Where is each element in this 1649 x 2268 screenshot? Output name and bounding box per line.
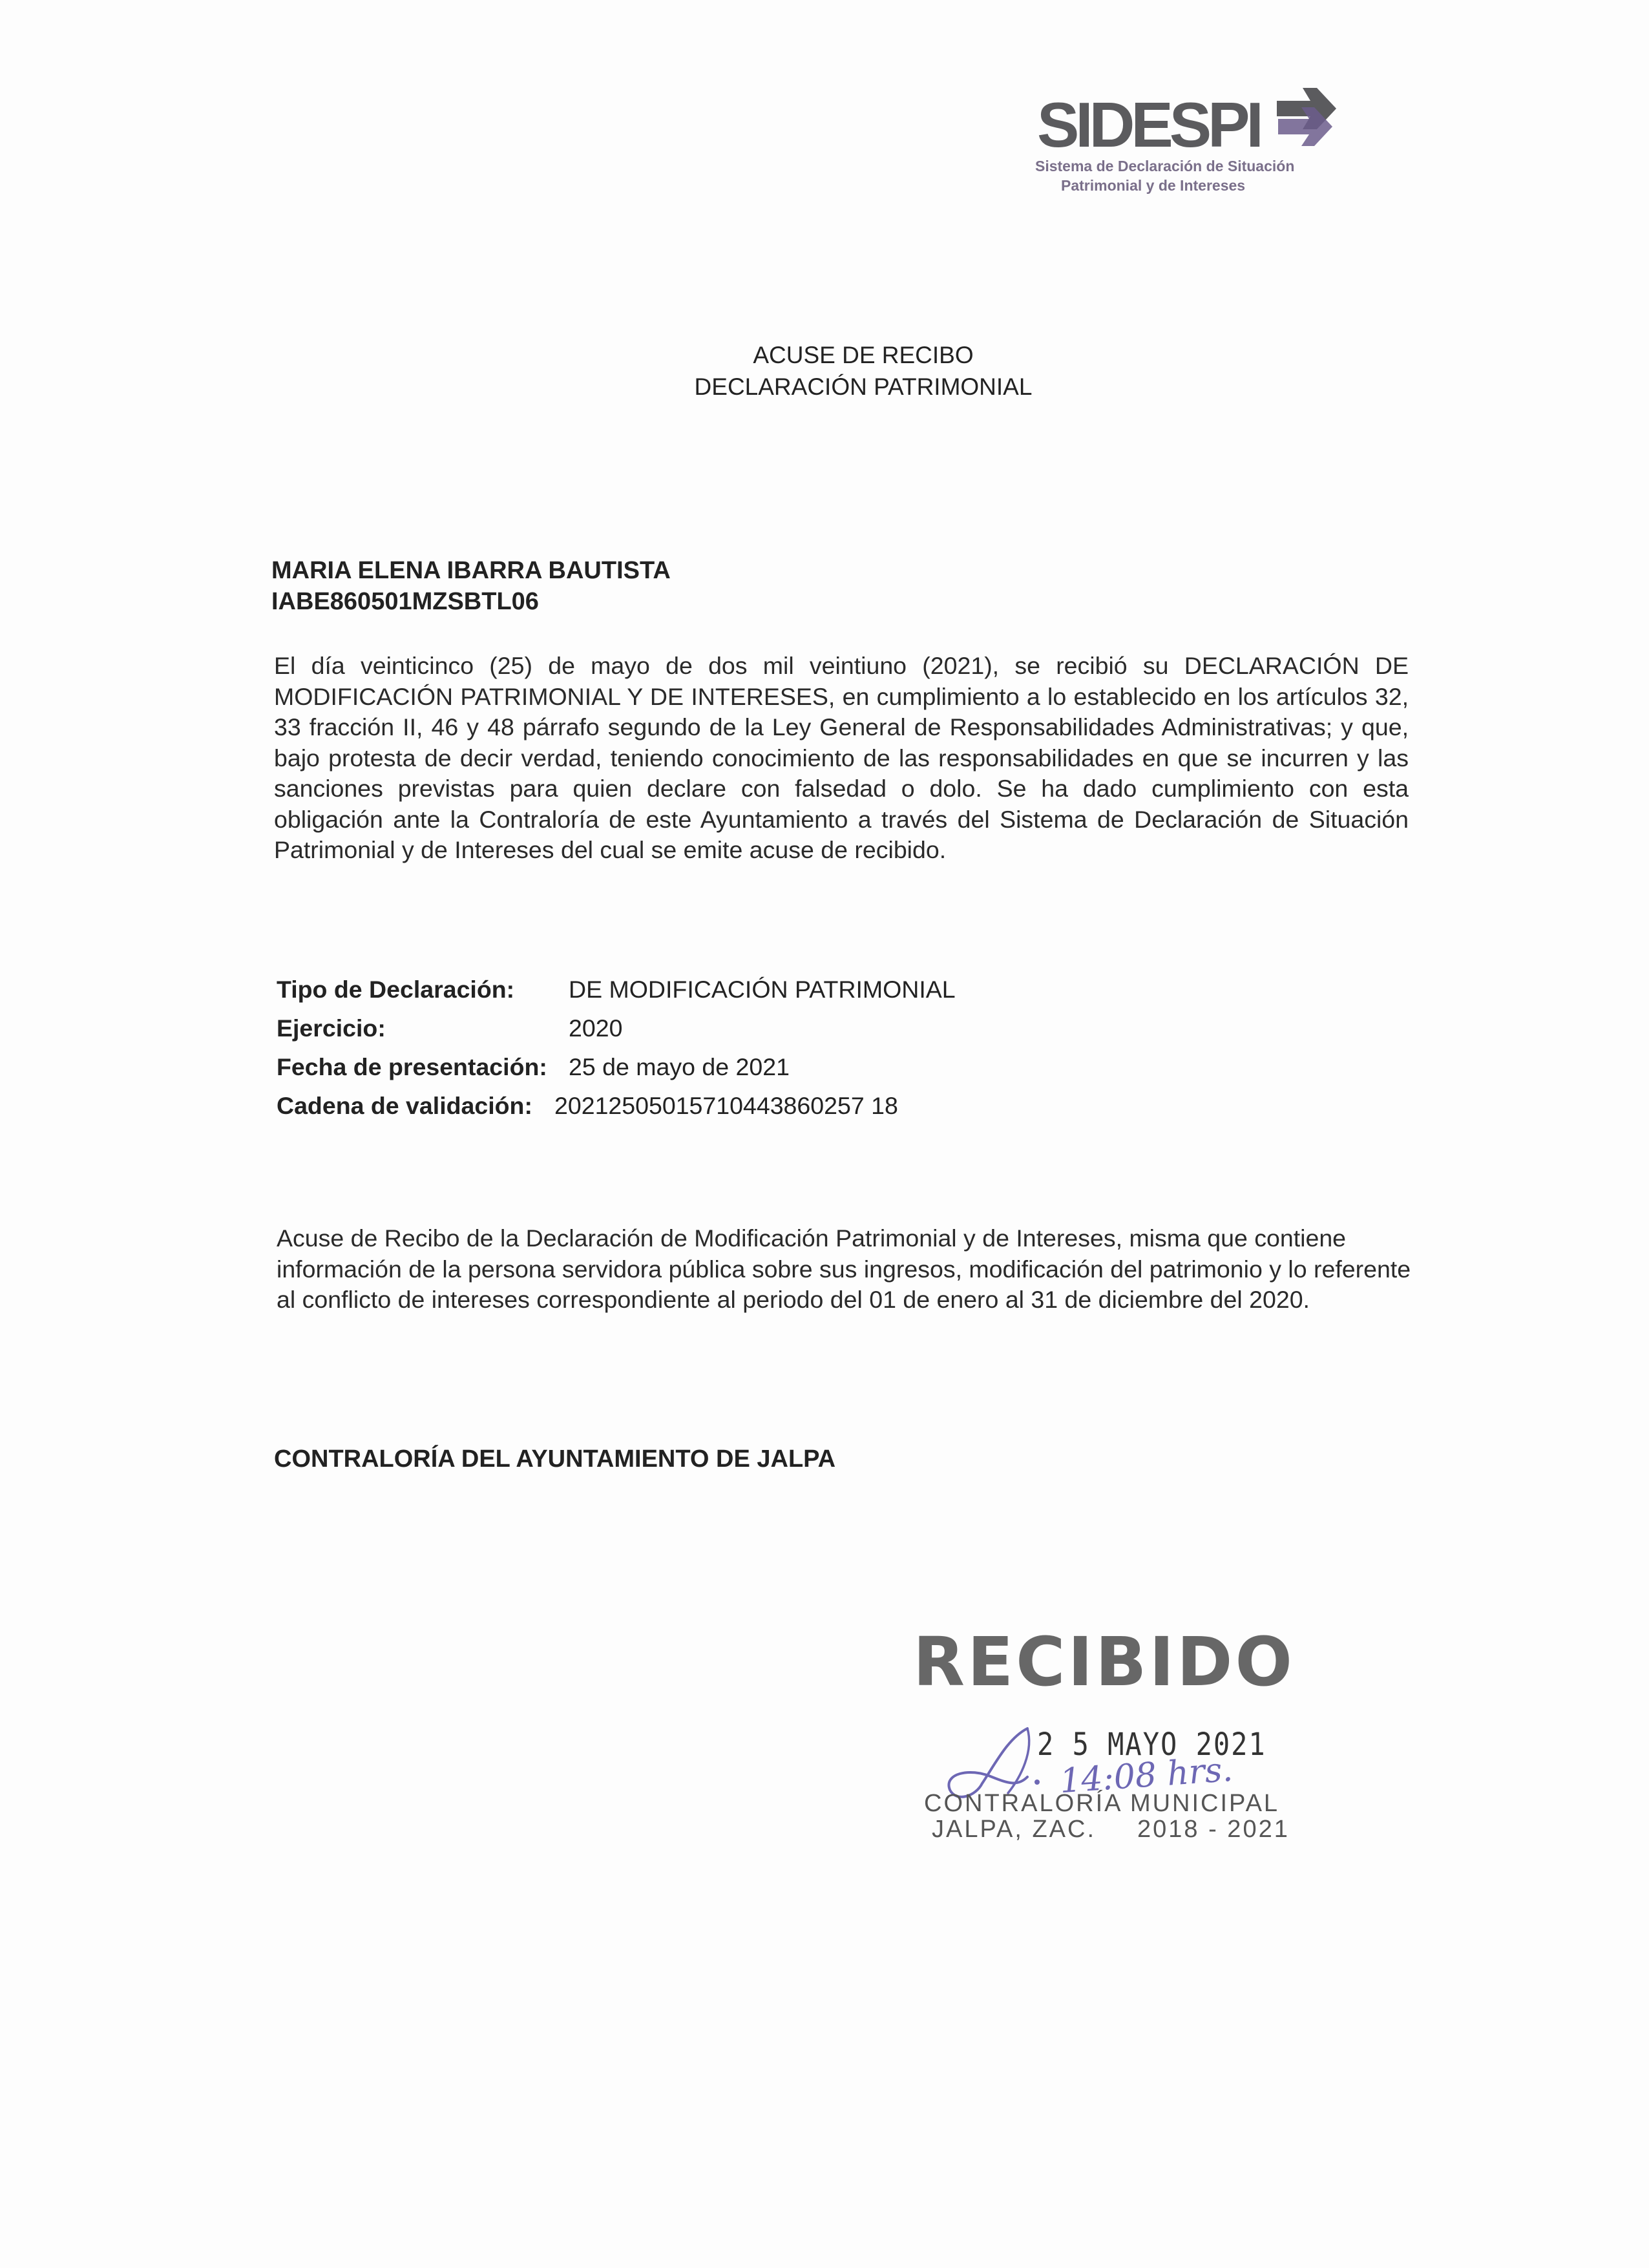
stamp-handwritten-time: 14:08 hrs. xyxy=(1058,1750,1234,1801)
detail-label: Ejercicio: xyxy=(277,1014,386,1042)
detail-label: Fecha de presentación: xyxy=(277,1053,547,1080)
detail-value: 2020 xyxy=(569,1014,623,1042)
sidespi-logo xyxy=(1027,76,1350,205)
document-title-line1: ACUSE DE RECIBO xyxy=(753,342,974,368)
stamp-place: JALPA, ZAC. xyxy=(932,1816,1097,1843)
logo-wordmark: SIDESPI xyxy=(1037,89,1260,160)
stamp-received-word: RECIBIDO xyxy=(913,1622,1295,1701)
issuing-authority: CONTRALORÍA DEL AYUNTAMIENTO DE JALPA xyxy=(274,1445,836,1473)
declarant-name: MARIA ELENA IBARRA BAUTISTA xyxy=(271,557,671,584)
received-stamp xyxy=(898,1615,1312,1848)
document-title-line2: DECLARACIÓN PATRIMONIAL xyxy=(694,373,1033,400)
detail-value: DE MODIFICACIÓN PATRIMONIAL xyxy=(569,976,956,1003)
detail-label: Cadena de validación: xyxy=(277,1092,532,1119)
detail-label: Tipo de Declaración: xyxy=(277,976,515,1003)
logo-subtitle-line2: Patrimonial y de Intereses xyxy=(1061,177,1246,194)
detail-value: 25 de mayo de 2021 xyxy=(569,1053,790,1080)
logo-subtitle-line1: Sistema de Declaración de Situación xyxy=(1035,158,1295,174)
declarant-rfc: IABE860501MZSBTL06 xyxy=(271,588,539,615)
note-paragraph: Acuse de Recibo de la Declaración de Modificación Patrimonial y de Intereses, misma que contiene información de la persona servidora pública sobre sus ingresos, modificación del patrimonio y lo referente al conflicto de intereses correspondiente al periodo del 01 de enero al 31 de diciembre del 2020. xyxy=(277,1224,1411,1313)
stamp-date: 2 5 MAYO 2021 xyxy=(1037,1726,1266,1763)
intro-paragraph: El día veinticinco (25) de mayo de dos mil veintiuno (2021), se recibió su DECLARACIÓN DE MODIFICACIÓN PATRIMONIAL Y DE INTERESES, en cumplimiento a lo establecido en los artículos 32, 33 fracción II, 46 y 48 párrafo segundo de la Ley General de Responsabilidades Administrativas; y que, bajo protesta de decir verdad, teniendo conocimiento de las responsabilidades en que se incurren y las sanciones previstas para quien declare con falsedad o dolo. Se ha dado cumplimiento con esta obligación ante la Contraloría de este Ayuntamiento a través del Sistema de Declaración de Situación Patrimonial y de Intereses del cual se emite acuse de recibido. xyxy=(274,652,1409,863)
detail-value: 20212505015710443860257 18 xyxy=(554,1092,898,1119)
stamp-period: 2018 - 2021 xyxy=(1137,1816,1290,1843)
stamp-office: CONTRALORÍA MUNICIPAL xyxy=(924,1790,1280,1817)
double-arrow-icon xyxy=(1272,76,1343,154)
